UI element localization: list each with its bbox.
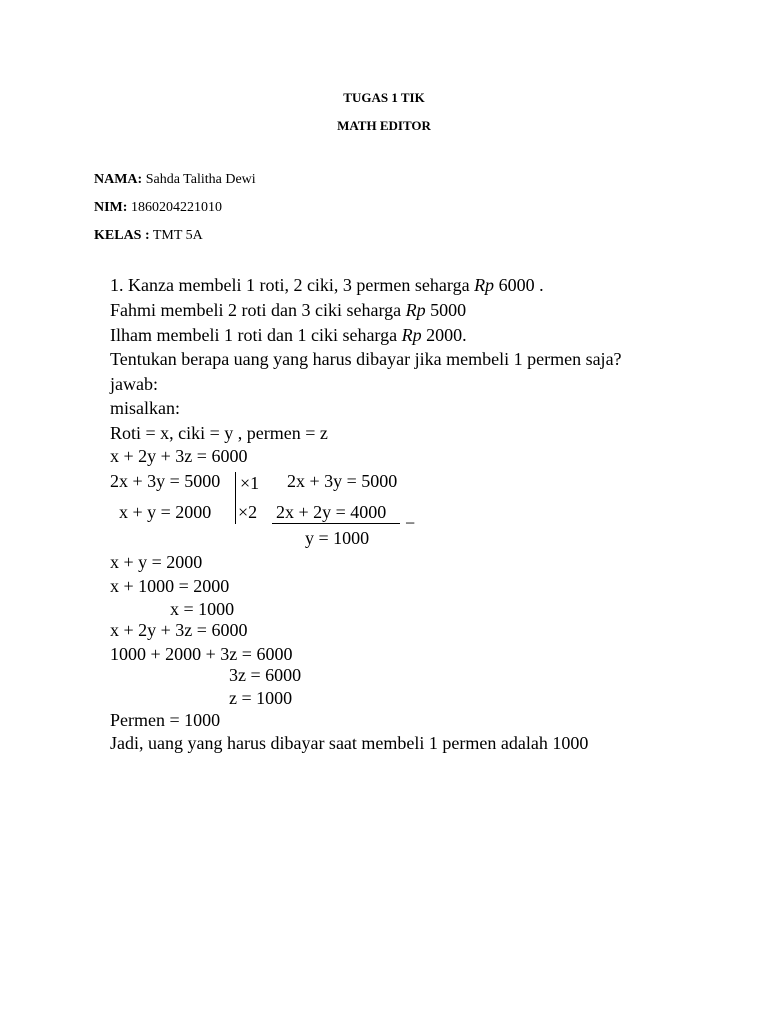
- step-1: x + y = 2000: [110, 552, 203, 572]
- subtraction-rule: [272, 523, 400, 524]
- misalkan-label: misalkan:: [110, 398, 180, 418]
- rp-symbol: Rp: [405, 300, 426, 320]
- kelas-label: KELAS :: [94, 228, 150, 243]
- step-8: Permen = 1000: [110, 710, 221, 730]
- nim-field: [94, 200, 222, 216]
- nama-value: Sahda Talitha Dewi: [145, 172, 256, 187]
- step-4: x + 2y + 3z = 6000: [110, 620, 248, 640]
- nim-label: NIM:: [94, 200, 128, 215]
- equation-2-scaled: 2x + 3y = 5000: [287, 471, 398, 491]
- problem-line-3-amount: 2000.: [421, 325, 467, 345]
- step-7: z = 1000: [229, 688, 293, 708]
- rp-symbol: Rp: [474, 275, 495, 295]
- minus-sign: −: [405, 513, 416, 533]
- problem-line-2-text: Fahmi membeli 2 roti dan 3 ciki seharga: [110, 300, 406, 320]
- nama-label: NAMA:: [94, 172, 143, 187]
- conclusion: Jadi, uang yang harus dibayar saat membeli 1 permen adalah 1000: [110, 733, 589, 753]
- variable-definition: Roti = x, ciki = y , permen = z: [110, 423, 328, 443]
- problem-line-3-text: Ilham membeli 1 roti dan 1 ciki seharga: [110, 325, 402, 345]
- elimination-bar: [235, 472, 236, 524]
- multiplier-2: ×2: [238, 502, 258, 522]
- nama-field: [94, 172, 256, 188]
- result-y: y = 1000: [305, 528, 370, 548]
- problem-question: Tentukan berapa uang yang harus dibayar jika membeli 1 permen saja?: [110, 349, 622, 369]
- rp-symbol: Rp: [401, 325, 422, 345]
- kelas-value: TMT 5A: [152, 228, 203, 243]
- problem-line-2-amount: 5000: [425, 300, 467, 320]
- step-6: 3z = 6000: [229, 665, 302, 685]
- equation-3: x + y = 2000: [119, 502, 212, 522]
- jawab-label: jawab:: [110, 374, 158, 394]
- title-line-1: TUGAS 1 TIK: [343, 90, 425, 105]
- problem-line-3: [110, 326, 467, 344]
- step-3: x = 1000: [170, 599, 235, 619]
- problem-line-2: [110, 301, 466, 319]
- problem-line-1: [110, 276, 544, 294]
- equation-1: x + 2y + 3z = 6000: [110, 446, 248, 466]
- multiplier-1: ×1: [240, 473, 260, 493]
- title-line-2: MATH EDITOR: [337, 118, 431, 133]
- equation-2: 2x + 3y = 5000: [110, 471, 221, 491]
- equation-3-scaled: 2x + 2y = 4000: [276, 502, 387, 522]
- problem-line-1-amount: 6000 .: [494, 275, 544, 295]
- step-2: x + 1000 = 2000: [110, 576, 230, 596]
- kelas-field: [94, 228, 203, 244]
- step-5: 1000 + 2000 + 3z = 6000: [110, 644, 293, 664]
- nim-value: 1860204221010: [130, 200, 222, 215]
- problem-line-1-text: 1. Kanza membeli 1 roti, 2 ciki, 3 permen seharga: [110, 275, 475, 295]
